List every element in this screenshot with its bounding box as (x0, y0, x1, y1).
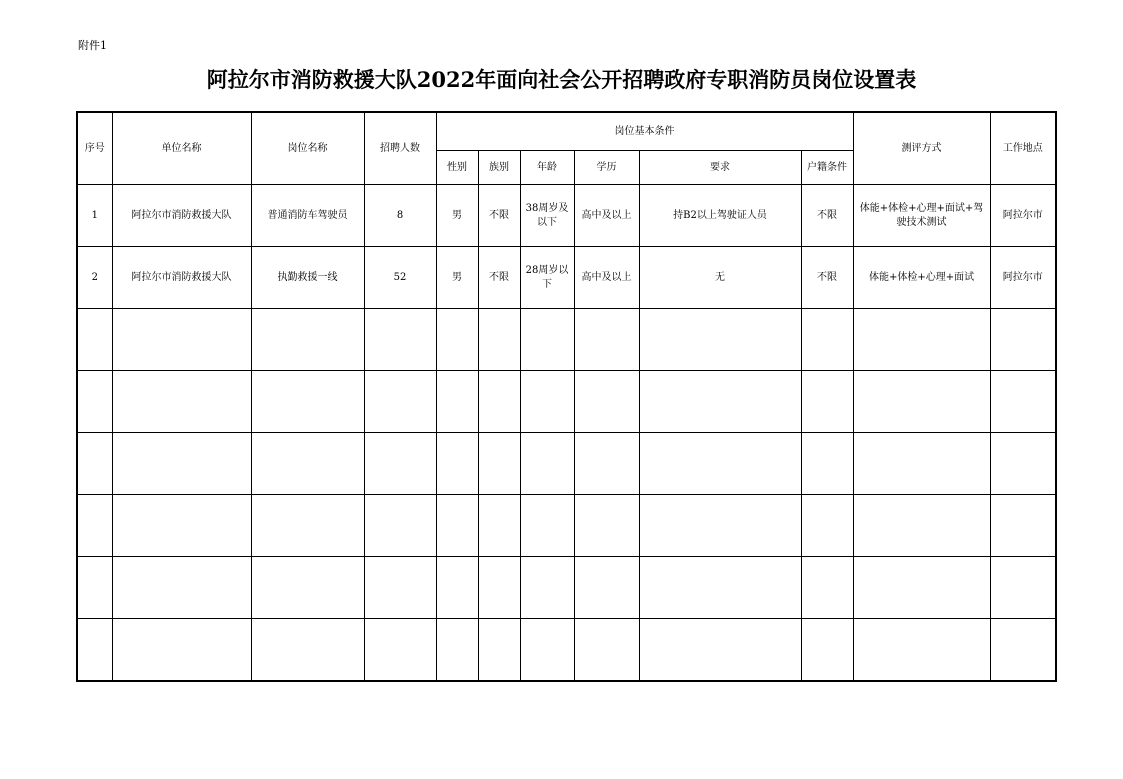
cell-gender: 男 (436, 247, 478, 309)
cell-count: 8 (364, 185, 436, 247)
cell-requirement: 持B2以上驾驶证人员 (639, 185, 801, 247)
header-residence: 户籍条件 (801, 151, 853, 185)
document-title: 阿拉尔市消防救援大队2022年面向社会公开招聘政府专职消防员岗位设置表 (206, 67, 917, 92)
empty-row (77, 371, 1056, 433)
cell-location: 阿拉尔市 (990, 247, 1056, 309)
cell-gender: 男 (436, 185, 478, 247)
cell-requirement: 无 (639, 247, 801, 309)
cell-age: 28周岁以下 (520, 247, 574, 309)
header-ethnicity: 族别 (478, 151, 520, 185)
table-row (77, 185, 1056, 247)
cell-seq: 2 (77, 247, 112, 309)
header-education: 学历 (574, 151, 639, 185)
cell-location: 阿拉尔市 (990, 185, 1056, 247)
cell-education: 高中及以上 (574, 185, 639, 247)
header-row-1 (77, 112, 1056, 151)
cell-assessment: 体能+体检+心理+面试+驾驶技术测试 (853, 185, 990, 247)
empty-row (77, 433, 1056, 495)
cell-ethnicity: 不限 (478, 247, 520, 309)
header-assessment: 测评方式 (853, 112, 990, 185)
position-table (76, 111, 1057, 682)
empty-row (77, 309, 1056, 371)
header-unit: 单位名称 (112, 112, 251, 185)
cell-education: 高中及以上 (574, 247, 639, 309)
cell-ethnicity: 不限 (478, 185, 520, 247)
empty-row (77, 619, 1056, 682)
attachment-label: 附件1 (78, 39, 107, 52)
header-basic-conditions: 岗位基本条件 (436, 112, 853, 151)
cell-count: 52 (364, 247, 436, 309)
header-count: 招聘人数 (364, 112, 436, 185)
table-row (77, 247, 1056, 309)
cell-residence: 不限 (801, 185, 853, 247)
header-requirement: 要求 (639, 151, 801, 185)
empty-row (77, 557, 1056, 619)
empty-row (77, 495, 1056, 557)
cell-unit: 阿拉尔市消防救援大队 (112, 247, 251, 309)
cell-age: 38周岁及以下 (520, 185, 574, 247)
header-age: 年龄 (520, 151, 574, 185)
cell-seq: 1 (77, 185, 112, 247)
header-gender: 性别 (436, 151, 478, 185)
cell-residence: 不限 (801, 247, 853, 309)
cell-assessment: 体能+体检+心理+面试 (853, 247, 990, 309)
header-seq: 序号 (77, 112, 112, 185)
cell-position: 执勤救援一线 (251, 247, 364, 309)
header-position: 岗位名称 (251, 112, 364, 185)
header-location: 工作地点 (990, 112, 1056, 185)
cell-position: 普通消防车驾驶员 (251, 185, 364, 247)
cell-unit: 阿拉尔市消防救援大队 (112, 185, 251, 247)
